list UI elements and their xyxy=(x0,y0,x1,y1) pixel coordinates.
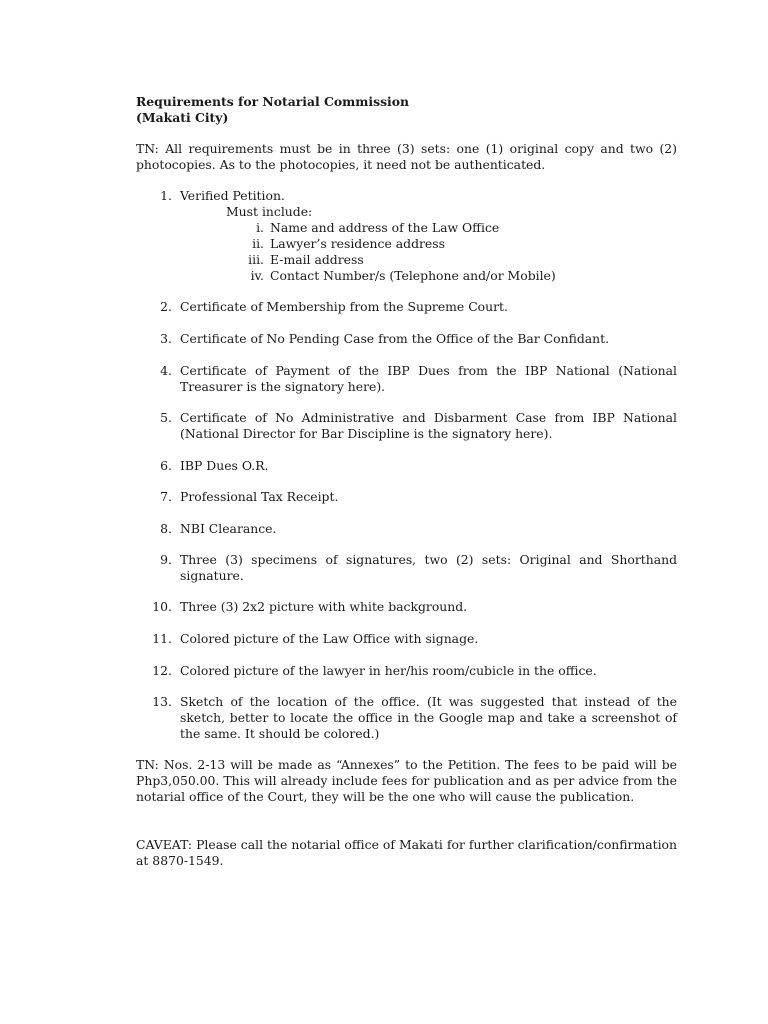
list-item-number: 3. xyxy=(160,331,172,346)
list-item-number: 9. xyxy=(160,552,172,567)
list-item-text: Certificate of No Pending Case from the Office of the Bar Confidant. xyxy=(180,331,610,346)
sub-item-numeral: i. xyxy=(256,220,264,235)
list-item-number: 6. xyxy=(160,458,172,473)
list-item-text: Sketch of the location of the office. (It was suggested that instead of the sketch, better to locate the office in the Google map and take a screenshot of the same. It should be colored.) xyxy=(180,694,677,741)
list-item-text: Certificate of Membership from the Supreme Court. xyxy=(180,299,508,314)
list-item-number: 4. xyxy=(160,363,172,378)
sub-item-numeral: iv. xyxy=(250,268,264,283)
list-item-number: 2. xyxy=(160,299,172,314)
list-item-number: 7. xyxy=(160,489,172,504)
sub-item-text: Name and address of the Law Office xyxy=(270,220,500,235)
document-subtitle: (Makati City) xyxy=(136,110,229,125)
list-item-text: Colored picture of the lawyer in her/his room/cubicle in the office. xyxy=(180,663,597,678)
sub-item-text: E-mail address xyxy=(270,252,364,267)
list-item-text: Certificate of No Administrative and Disbarment Case from IBP National (National Director for Bar Discipline is the signatory here). xyxy=(180,410,677,441)
list-item-number: 1. xyxy=(160,188,172,203)
list-item-number: 10. xyxy=(152,599,172,614)
list-item-text: Professional Tax Receipt. xyxy=(180,489,339,504)
list-item-text: Certificate of Payment of the IBP Dues from the IBP National (National Treasurer is the signatory here). xyxy=(180,363,677,394)
list-item-text: Colored picture of the Law Office with signage. xyxy=(180,631,479,646)
list-item-number: 13. xyxy=(152,694,172,709)
must-include-label: Must include: xyxy=(226,204,313,219)
list-item-text: NBI Clearance. xyxy=(180,521,277,536)
list-item-number: 11. xyxy=(152,631,172,646)
fees-note: TN: Nos. 2-13 will be made as “Annexes” to the Petition. The fees to be paid will be Php3,050.00. This will already include fees for publication and as per advice from the notarial office of the Court, they will be the one who will cause the publication. xyxy=(136,757,677,804)
list-item-number: 5. xyxy=(160,410,172,425)
intro-note: TN: All requirements must be in three (3) sets: one (1) original copy and two (2) photocopies. As to the photocopies, it need not be authenticated. xyxy=(136,141,677,172)
list-item-number: 8. xyxy=(160,521,172,536)
sub-item-numeral: iii. xyxy=(248,252,264,267)
list-item-text: Three (3) specimens of signatures, two (2) sets: Original and Shorthand signature. xyxy=(180,552,677,583)
list-item-text: Three (3) 2x2 picture with white background. xyxy=(180,599,468,614)
document-title: Requirements for Notarial Commission xyxy=(136,94,410,109)
sub-item-text: Contact Number/s (Telephone and/or Mobile) xyxy=(270,268,556,283)
caveat-note: CAVEAT: Please call the notarial office of Makati for further clarification/confirmation at 8870-1549. xyxy=(136,837,677,868)
sub-item-text: Lawyer’s residence address xyxy=(270,236,445,251)
list-item-number: 12. xyxy=(152,663,172,678)
sub-item-numeral: ii. xyxy=(252,236,264,251)
list-item-text: IBP Dues O.R. xyxy=(180,458,269,473)
list-item-text: Verified Petition. xyxy=(180,188,285,203)
